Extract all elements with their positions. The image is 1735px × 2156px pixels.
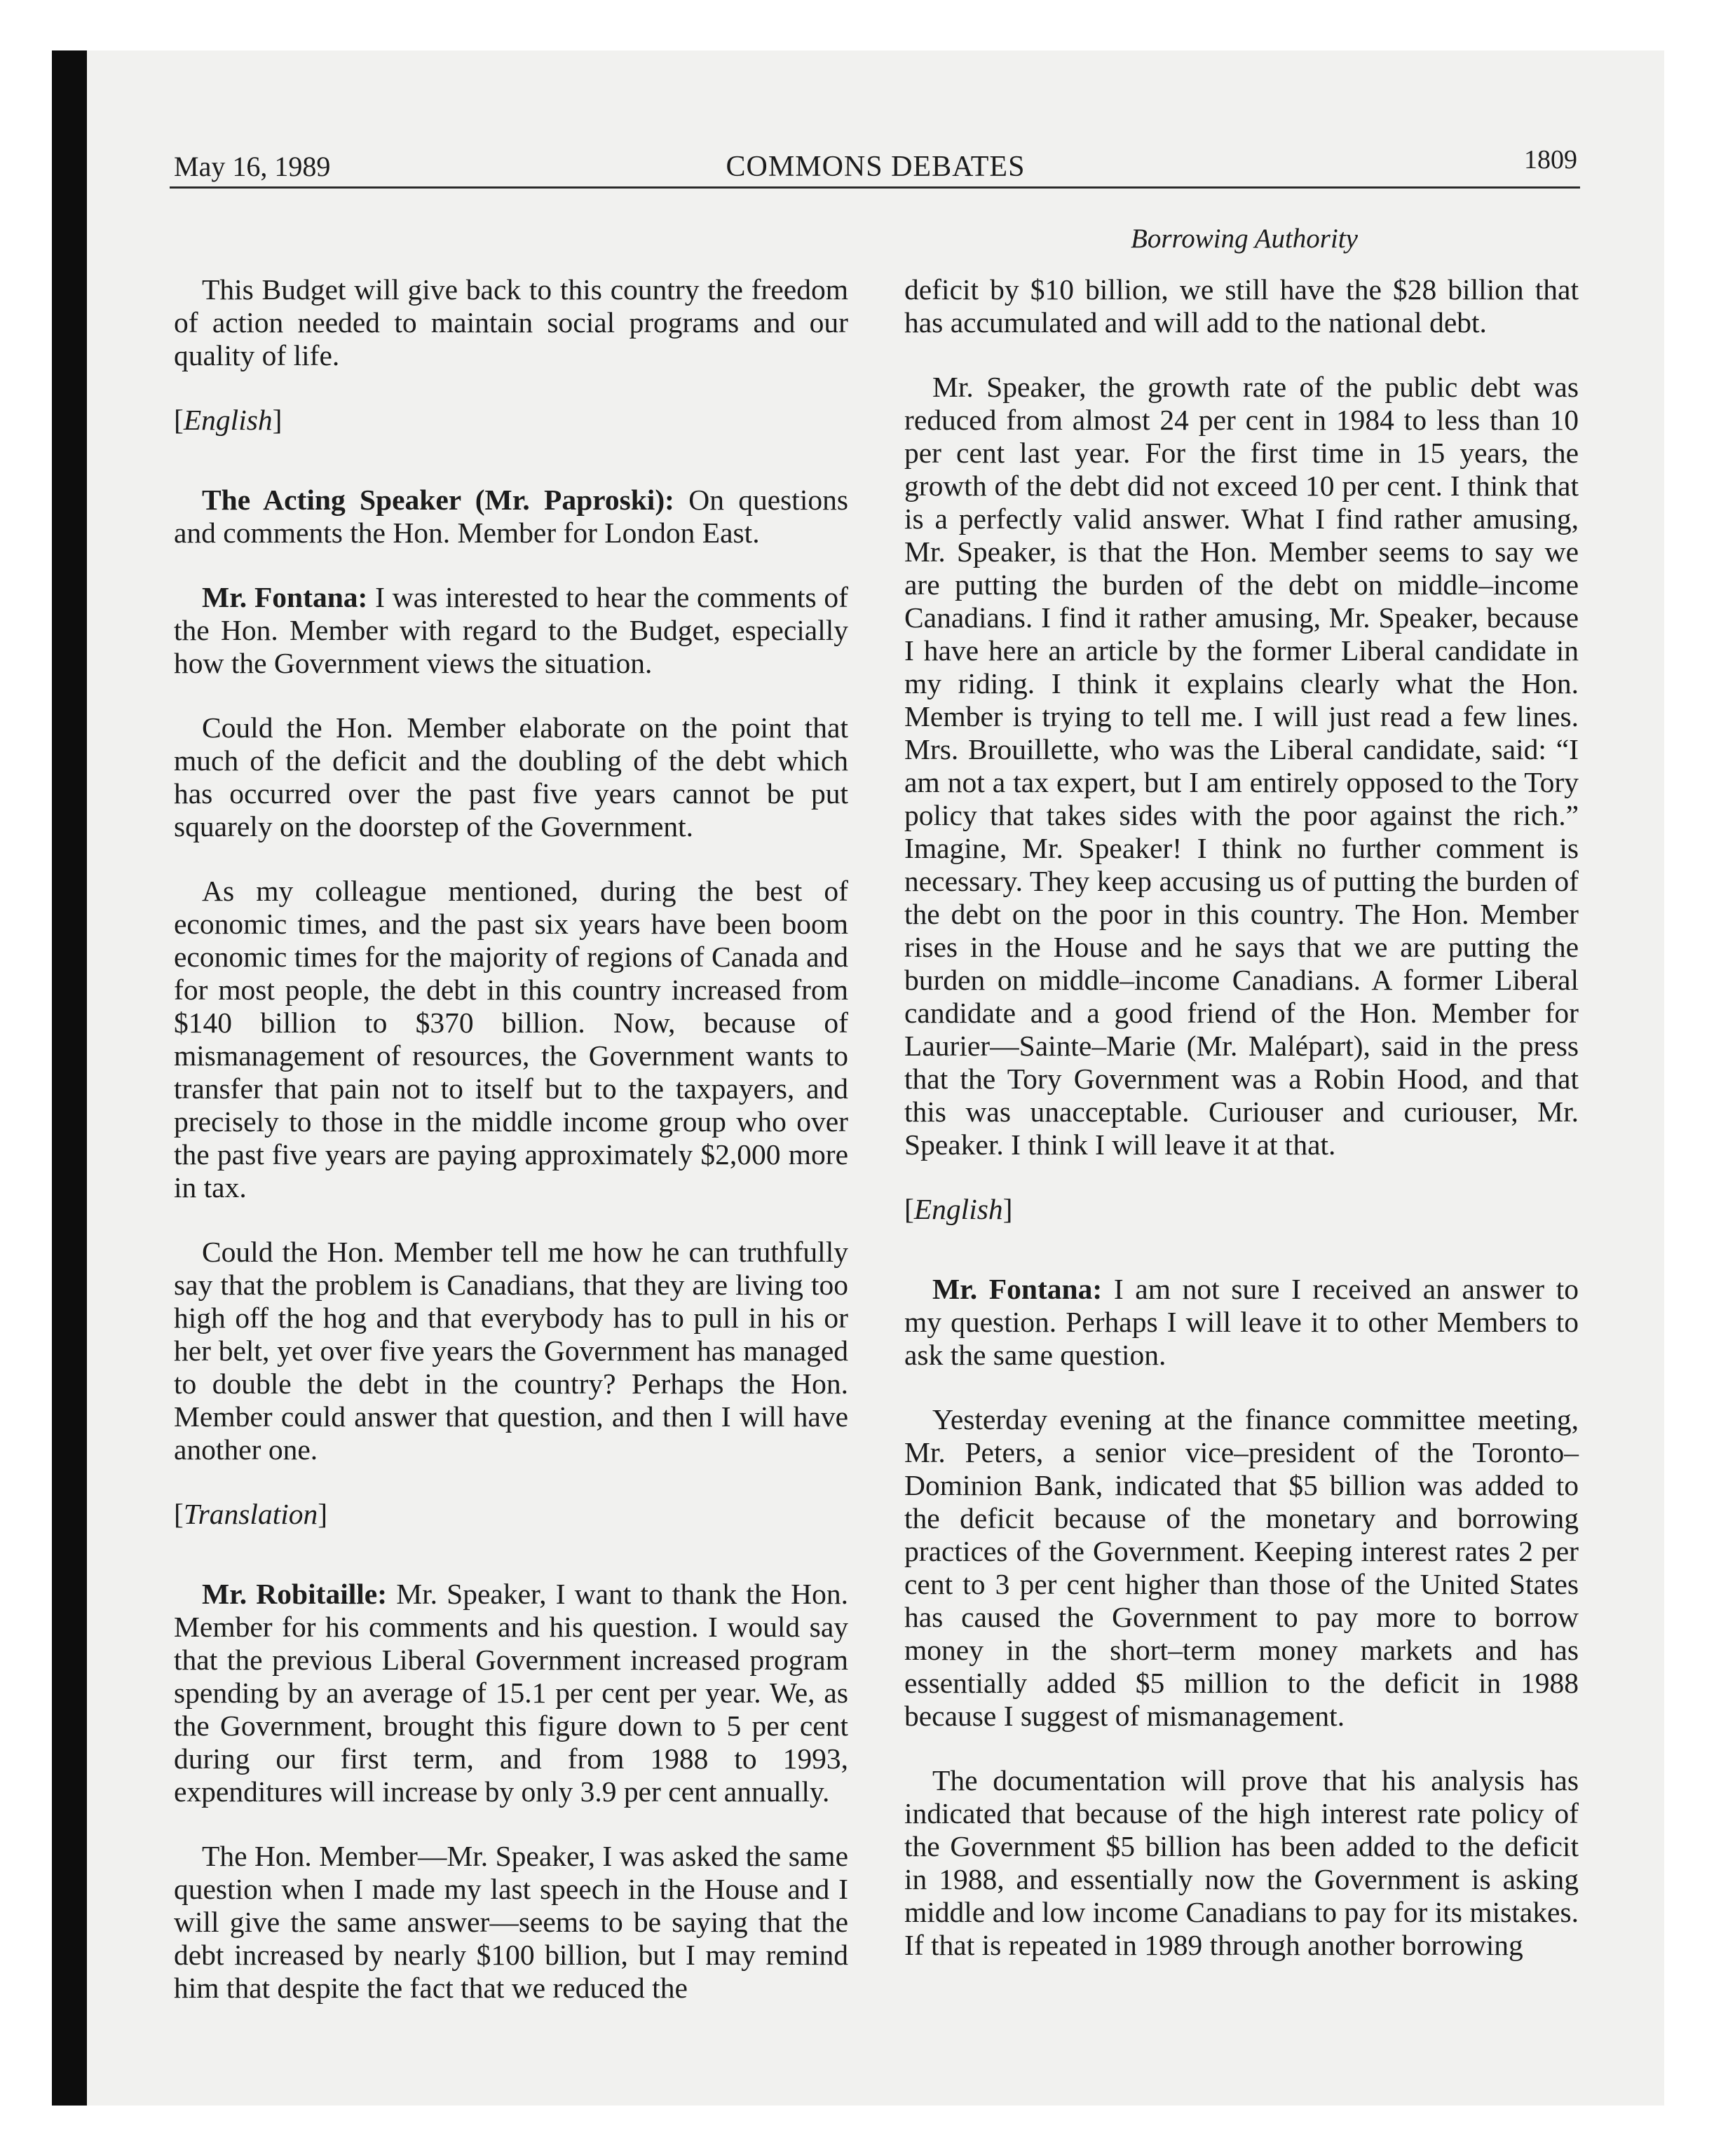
- paragraph-text: As my colleague mentioned, during the best of economic times, and the past six years have been boom economic times for the majority of regions of Canada and for most people, the debt in this country increased from $140 billion to $370 billion. Now, because of mismanagement of resources, the Government wants to transfer that pain not to itself but to the taxpayers, and precisely to those in the middle income group who over the past five years are paying approximately $2,000 more in tax.: [174, 875, 848, 1203]
- speech-paragraph: [174, 1578, 848, 1808]
- paragraph-text: Could the Hon. Member elaborate on the point that much of the deficit and the doubling of the debt which has occurred over the past five years cannot be put squarely on the doorstep of the Government.: [174, 711, 848, 842]
- body-paragraph: [904, 371, 1579, 1161]
- body-paragraph: [904, 1764, 1579, 1962]
- paragraph-text: The documentation will prove that his analysis has indicated that because of the high interest rate policy of the Government $5 billion has been added to the deficit in 1988, and essentially now the Government is asking middle and low income Canadians to pay for its mistakes. If that is repeated in 1989 through another borrowing: [904, 1764, 1579, 1961]
- right-column: [904, 273, 1579, 1962]
- paragraph-text: deficit by $10 billion, we still have the $28 billion that has accumulated and will add to the national debt.: [904, 273, 1579, 339]
- paragraph-text: I am not sure I received an answer to my question. Perhaps I will leave it to other Members to ask the same question.: [904, 1273, 1579, 1371]
- language-tag: [English]: [174, 404, 283, 436]
- paragraph-text: This Budget will give back to this country the freedom of action needed to maintain social programs and our quality of life.: [174, 273, 848, 371]
- page-header: [174, 144, 1577, 186]
- body-paragraph: [904, 1403, 1579, 1733]
- language-tag-label: English: [183, 404, 273, 436]
- header-date: May 16, 1989: [174, 151, 331, 182]
- speaker-name: Mr. Robitaille:: [202, 1578, 388, 1610]
- speaker-name: Mr. Fontana:: [202, 581, 368, 613]
- page-number: 1809: [1524, 145, 1577, 175]
- paragraph-text: On questions and comments the Hon. Member for London East.: [174, 484, 849, 549]
- speech-paragraph: [174, 581, 848, 680]
- paragraph-text: The Hon. Member—Mr. Speaker, I was asked the same question when I made my last speech in the House and I will give the same answer—seems to be saying that the debt increased by nearly $100 billion, but I may remind him that despite the fact that we reduced the: [174, 1840, 848, 2004]
- body-paragraph: [174, 875, 848, 1204]
- paragraph-text: Mr. Speaker, the growth rate of the public debt was reduced from almost 24 per cent in 1984 to less than 10 per cent last year. For the first time in 15 years, the growth of the debt did not exceed 10 per cent. I think that is a perfectly valid answer. What I find rather amusing, Mr. Speaker, is that the Hon. Member seems to say we are putting the burden of the debt on middle–income Canadians. I find it rather amusing, Mr. Speaker, because I have here an article by the former Liberal candidate in my riding. I think it explains clearly what the Hon. Member is trying to tell me. I will just read a few lines. Mrs. Brouillette, who was the Liberal candidate, said: “I am not a tax expert, but I am entirely opposed to the Tory policy that takes sides with the poor against the rich.” Imagine, Mr. Speaker! I think no further comment is necessary. They keep accusing us of putting the burden of the debt on the poor in this country. The Hon. Member rises in the House and he says that we are putting the burden on middle–income Canadians. A former Liberal candidate and a good friend of the Hon. Member for Laurier—Sainte–Marie (Mr. Malépart), said in the press that the Tory Government was a Robin Hood, and that this was unacceptable. Curiouser and curiouser, Mr. Speaker. I think I will leave it at that.: [904, 371, 1579, 1161]
- speech-paragraph: [174, 484, 848, 550]
- paragraph-text: Mr. Speaker, I want to thank the Hon. Member for his comments and his question. I would say that the previous Liberal Government increased program spending by an average of 15.1 per cent per year. We, as the Government, brought this figure down to 5 per cent during our first term, and from 1988 to 1993, expenditures will increase by only 3.9 per cent annually.: [174, 1578, 848, 1808]
- body-paragraph: [174, 711, 848, 843]
- paragraph-text: Yesterday evening at the finance committee meeting, Mr. Peters, a senior vice–president of the Toronto–Dominion Bank, indicated that $5 billion was added to the deficit because of the monetary and borrowing practices of the Government. Keeping interest rates 2 per cent to 3 per cent higher than those of the United States has caused the Government to pay more to borrow money in the short–term money markets and has essentially added $5 million to the deficit in 1988 because I suggest of mismanagement.: [904, 1403, 1579, 1732]
- header-title: COMMONS DEBATES: [726, 151, 1026, 183]
- body-paragraph: [904, 273, 1579, 339]
- header-rule: [170, 186, 1580, 189]
- language-tag-label: English: [913, 1193, 1003, 1225]
- running-head: Borrowing Authority: [1131, 224, 1358, 254]
- speaker-name: Mr. Fontana:: [932, 1273, 1103, 1305]
- language-tag: [Translation]: [174, 1498, 328, 1530]
- body-paragraph: [174, 1840, 848, 2005]
- binding-edge: [52, 50, 87, 2106]
- language-tag: [English]: [904, 1193, 1013, 1225]
- body-paragraph: [174, 273, 848, 372]
- left-column: [174, 273, 848, 2005]
- speech-paragraph: [904, 1273, 1579, 1372]
- language-tag-label: Translation: [183, 1498, 318, 1530]
- body-paragraph: [174, 1236, 848, 1466]
- paragraph-text: Could the Hon. Member tell me how he can truthfully say that the problem is Canadians, that they are living too high off the hog and that everybody has to pull in his or her belt, yet over five years the Government has managed to double the debt in the country? Perhaps the Hon. Member could answer that question, and then I will have another one.: [174, 1236, 848, 1466]
- speaker-name: The Acting Speaker (Mr. Paproski):: [202, 484, 674, 516]
- paragraph-text: I was interested to hear the comments of the Hon. Member with regard to the Budget, especially how the Government views the situation.: [174, 581, 848, 679]
